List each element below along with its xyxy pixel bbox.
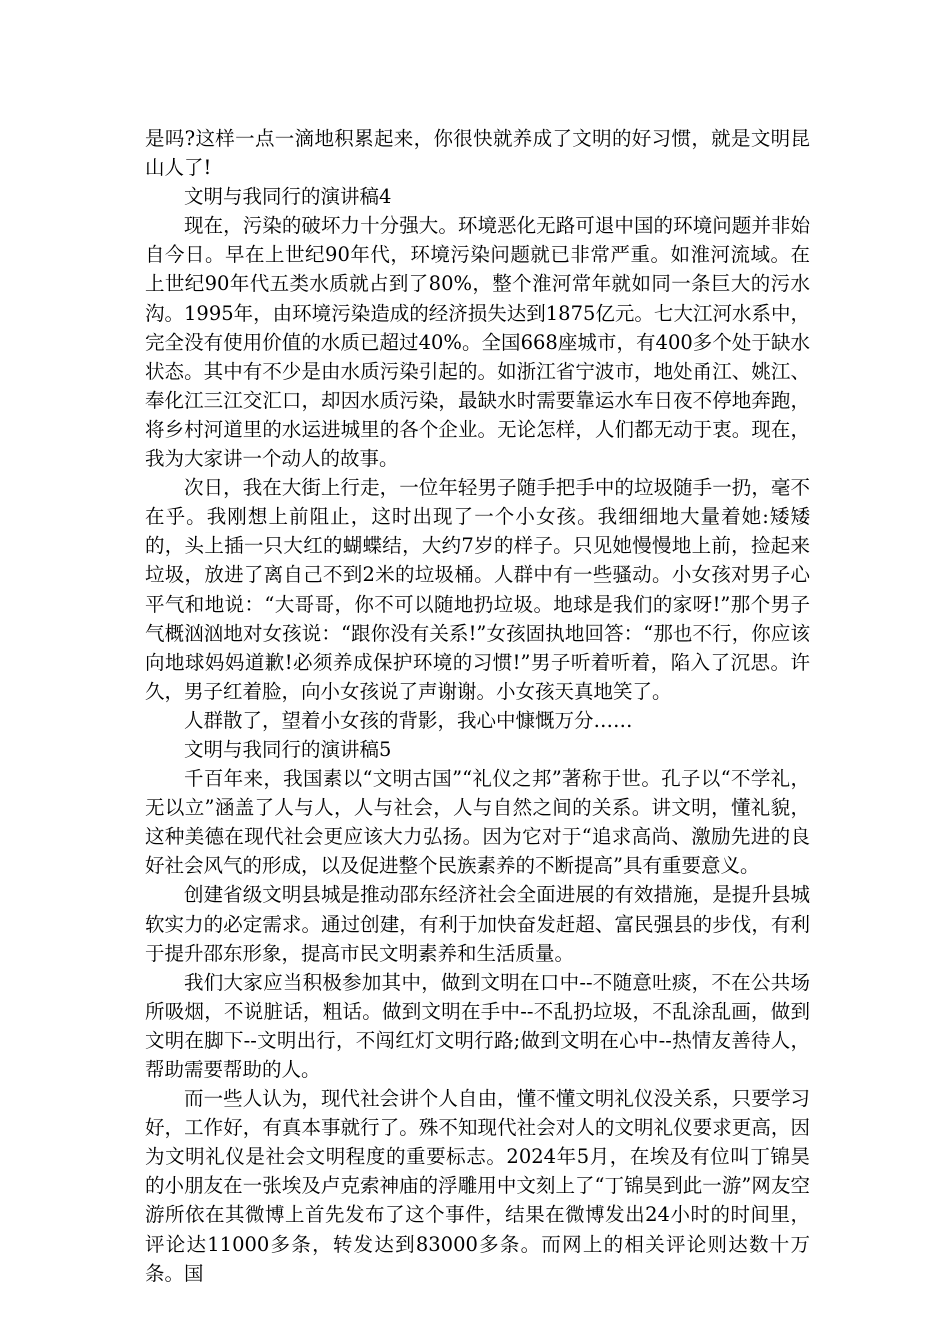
document-page (145, 124, 810, 1288)
paragraph: 千百年来，我国素以“文明古国”“礼仪之邦”著称于世。孔子以“不学礼，无以立”涵盖了人与人，人与社会，人与自然之间的关系。讲文明，懂礼貌，这种美德在现代社会更应该大力弘扬。因为它对于“追求高尚、激励先进的良好社会风气的形成，以及促进整个民族素养的不断提高”具有重要意义。 (145, 767, 810, 878)
section-heading: 文明与我同行的演讲稿5 (184, 737, 392, 761)
paragraph: 而一些人认为，现代社会讲个人自由，懂不懂文明礼仪没关系，只要学习好，工作好，有真本事就行了。殊不知现代社会对人的文明礼仪要求更高，因为文明礼仪是社会文明程度的重要标志。2024年5月，在埃及有位叫丁锦昊的小朋友在一张埃及卢克索神庙的浮雕用中文刻上了“丁锦昊到此一游”网友空游所依在其微博上首先发布了这个事件，结果在微博发出24小时的时间里，评论达11000多条，转发达到83000多条。而网上的相关评论则达数十万条。国 (145, 1087, 810, 1285)
paragraph: 我们大家应当积极参加其中，做到文明在口中--不随意吐痰，不在公共场所吸烟，不说脏话，粗话。做到文明在手中--不乱扔垃圾，不乱涂乱画，做到文明在脚下--文明出行，不闯红灯文明行路;做到文明在心中--热情友善待人，帮助需要帮助的人。 (145, 970, 810, 1081)
paragraph: 人群散了，望着小女孩的背影，我心中慷慨万分…… (184, 708, 633, 732)
paragraph: 创建省级文明县城是推动邵东经济社会全面进展的有效措施，是提升县城软实力的必定需求。通过创建，有利于加快奋发赶超、富民强县的步伐，有利于提升邵东形象，提高市民文明素养和生活质量。 (145, 883, 810, 965)
paragraph: 现在，污染的破坏力十分强大。环境恶化无路可退中国的环境问题并非始自今日。早在上世纪90年代，环境污染问题就已非常严重。如淮河流域。在上世纪90年代五类水质就占到了80%，整个淮河常年就如同一条巨大的污水沟。1995年，由环境污染造成的经济损失达到1875亿元。七大江河水系中，完全没有使用价值的水质已超过40%。全国668座城市，有400多个处于缺水状态。其中有不少是由水质污染引起的。如浙江省宁波市，地处甬江、姚江、奉化江三江交汇口，却因水质污染，最缺水时需要靠运水车日夜不停地奔跑，将乡村河道里的水运进城里的各个企业。无论怎样，人们都无动于衷。现在，我为大家讲一个动人的故事。 (145, 214, 810, 471)
paragraph: 是吗?这样一点一滴地积累起来，你很快就养成了文明的好习惯，就是文明昆山人了! (145, 127, 810, 180)
paragraph: 次日，我在大街上行走，一位年轻男子随手把手中的垃圾随手一扔，毫不在乎。我刚想上前阻止，这时出现了一个小女孩。我细细地大量着她:矮矮的，头上插一只大红的蝴蝶结，大约7岁的样子。只见她慢慢地上前，捡起来垃圾，放进了离自己不到2米的垃圾桶。人群中有一些骚动。小女孩对男子心平气和地说：“大哥哥，你不可以随地扔垃圾。地球是我们的家呀!”那个男子气概汹汹地对女孩说：“跟你没有关系!”女孩固执地回答：“那也不行，你应该向地球妈妈道歉!必须养成保护环境的习惯!”男子听着听着，陷入了沉思。许久，男子红着脸，向小女孩说了声谢谢。小女孩天真地笑了。 (145, 476, 810, 703)
section-heading: 文明与我同行的演讲稿4 (184, 185, 392, 209)
